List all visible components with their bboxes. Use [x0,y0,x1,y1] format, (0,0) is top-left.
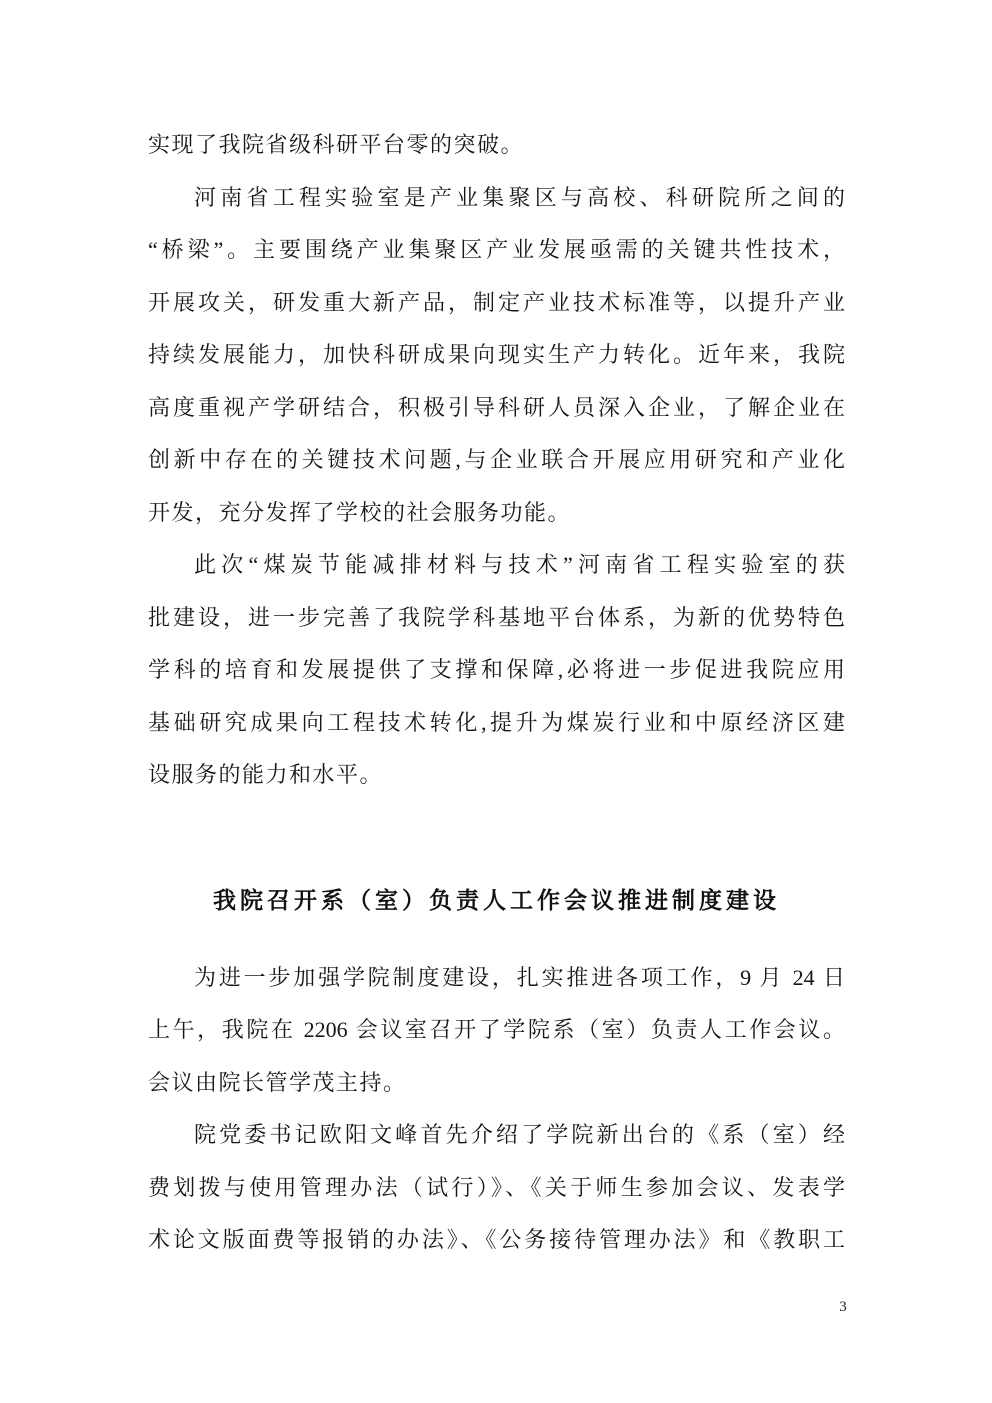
text-line: 学科的培育和发展提供了支撑和保障,必将进一步促进我院应用 [148,657,845,682]
text-line: 术论文版面费等报销的办法》、《公务接待管理办法》和《教职工 [148,1227,845,1252]
text-line: 费划拨与使用管理办法（试行）》、《关于师生参加会议、发表学 [148,1174,845,1200]
text-line: 上午，我院在 2206 会议室召开了学院系（室）负责人工作会议。 [148,1017,845,1042]
text-line: 创新中存在的关键技术问题,与企业联合开展应用研究和产业化 [148,447,845,472]
text-line: 高度重视产学研结合，积极引导科研人员深入企业，了解企业在 [148,394,845,420]
text-line: 此次“煤炭节能减排材料与技术”河南省工程实验室的获 [194,552,845,577]
page-number: 3 [839,1299,847,1315]
text-line: 河南省工程实验室是产业集聚区与高校、科研院所之间的 [194,184,845,210]
document-body [148,119,845,1267]
text-line: 开发，充分发挥了学校的社会服务功能。 [148,499,572,525]
text-line: 设服务的能力和水平。 [148,762,384,787]
text-section [148,119,845,802]
text-line: 持续发展能力，加快科研成果向现实生产力转化。近年来，我院 [148,342,845,367]
text-line: 开展攻关，研发重大新产品，制定产业技术标准等，以提升产业 [148,289,845,315]
text-line: 批建设，进一步完善了我院学科基地平台体系，为新的优势特色 [148,604,845,630]
section-heading: 我院召开系（室）负责人工作会议推进制度建设 [213,887,780,913]
text-section [148,952,845,1267]
text-line: 院党委书记欧阳文峰首先介绍了学院新出台的《系（室）经 [194,1122,845,1147]
text-line: 实现了我院省级科研平台零的突破。 [148,132,525,157]
text-line: 基础研究成果向工程技术转化,提升为煤炭行业和中原经济区建 [148,709,845,735]
text-line: 会议由院长管学茂主持。 [148,1069,407,1095]
text-line: 为进一步加强学院制度建设，扎实推进各项工作，9 月 24 日 [194,964,845,990]
text-line: “桥梁”。主要围绕产业集聚区产业发展亟需的关键共性技术， [148,237,845,262]
